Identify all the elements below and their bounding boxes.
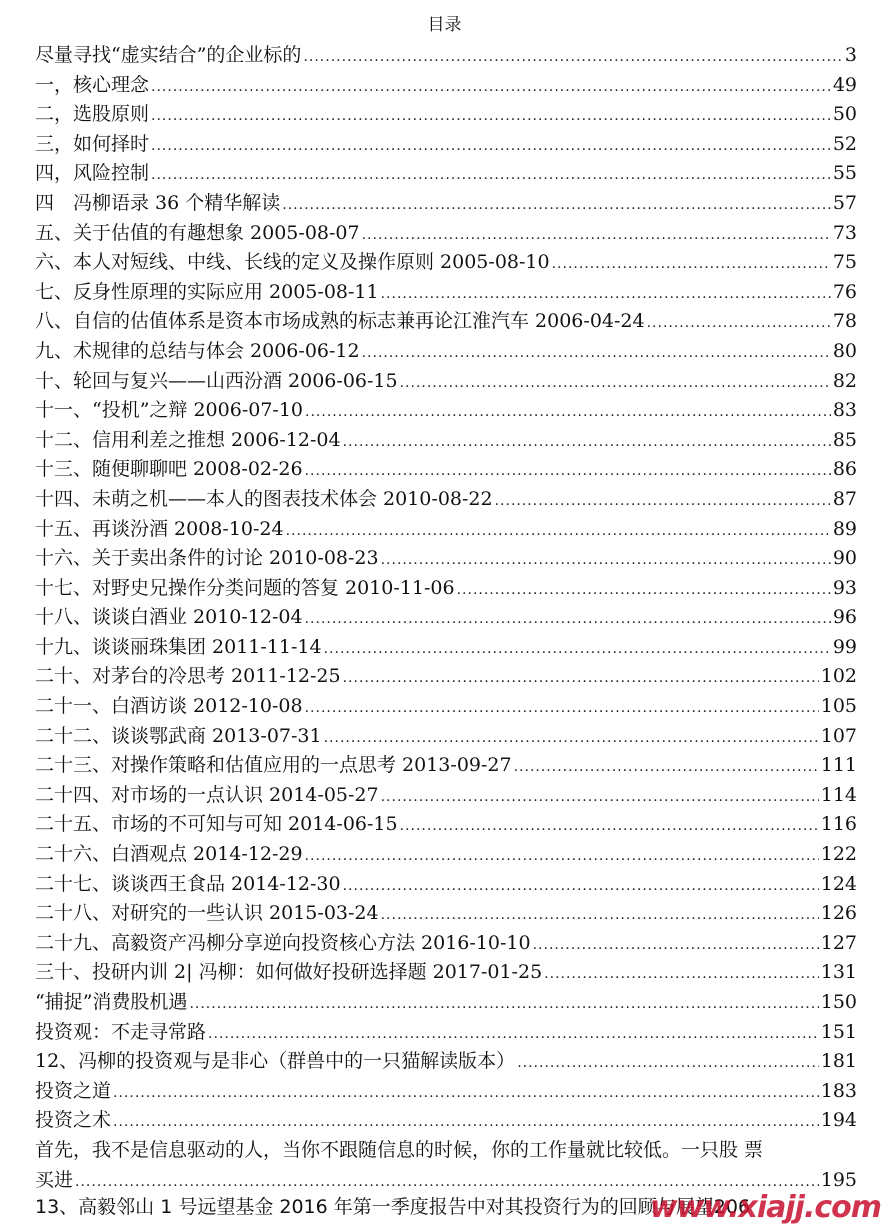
toc-entry-page-number: 89 — [832, 517, 857, 540]
toc-entry-page-number: 124 — [820, 872, 857, 895]
toc-dot-leader — [305, 398, 831, 426]
toc-entry[interactable] — [35, 1077, 857, 1107]
toc-dot-leader — [303, 43, 842, 71]
toc-entry-label: 二十三、对操作策略和估值应用的一点思考 2013-09-27 — [35, 754, 512, 777]
toc-final-line: 13、高毅邻山 1 号远望基金 2016 年第一季度报告中对其投资行为的回顾与展望206 — [35, 1196, 751, 1218]
toc-entry[interactable] — [35, 722, 857, 752]
toc-entry[interactable] — [35, 100, 857, 130]
toc-entry-page-number: 194 — [820, 1109, 857, 1132]
toc-entry[interactable] — [35, 455, 857, 485]
toc-entry-page-number: 52 — [832, 132, 857, 155]
toc-entry-label: 十七、对野史兄操作分类问题的答复 2010-11-06 — [35, 576, 455, 599]
toc-entry[interactable] — [35, 544, 857, 574]
toc-entry-page-number: 85 — [832, 428, 857, 451]
toc-dot-leader — [381, 783, 819, 811]
toc-entry-page-number: 122 — [820, 843, 857, 866]
toc-entry-label: 12、冯柳的投资观与是非心（群兽中的一只猫解读版本） — [35, 1050, 516, 1073]
toc-entry-page-number: 55 — [832, 162, 857, 185]
toc-dot-leader — [514, 753, 819, 781]
toc-entry[interactable] — [35, 810, 857, 840]
toc-entry-label: “捕捉”消费股机遇 — [35, 991, 188, 1013]
toc-entry-page-number: 150 — [820, 991, 857, 1013]
toc-dot-leader — [362, 339, 831, 367]
toc-entry-label: 买进 — [35, 1168, 74, 1191]
toc-dot-leader — [381, 901, 819, 929]
toc-dot-leader — [113, 1079, 819, 1107]
toc-entry-label: 十三、随便聊聊吧 2008-02-26 — [35, 458, 303, 481]
toc-entry-page-number: 78 — [832, 310, 857, 333]
toc-entry-page-number: 127 — [820, 931, 857, 954]
toc-dot-leader — [381, 280, 831, 308]
toc-dot-leader — [517, 1049, 819, 1077]
toc-entry-label: 十五、再谈汾酒 2008-10-24 — [35, 517, 284, 540]
toc-dot-leader — [286, 517, 831, 545]
toc-entry[interactable] — [35, 662, 857, 692]
toc-entry-label: 五、关于估值的有趣想象 2005-08-07 — [35, 221, 360, 244]
toc-dot-leader — [400, 369, 831, 397]
toc-entry-page-number: 114 — [820, 783, 857, 806]
toc-dot-leader — [305, 457, 831, 485]
toc-entry-page-number: 83 — [832, 399, 857, 422]
toc-entry[interactable] — [35, 189, 857, 219]
toc-dot-leader — [305, 842, 819, 870]
toc-entry-label: 七、反身性原理的实际应用 2005-08-11 — [35, 280, 379, 303]
toc-entry-page-number: 3 — [844, 44, 857, 66]
toc-entry-page-number: 76 — [832, 280, 857, 303]
toc-entry[interactable] — [35, 929, 857, 959]
toc-entry[interactable] — [35, 1106, 857, 1136]
toc-dot-leader — [324, 635, 831, 663]
toc-entry-label: 投资之术 — [35, 1109, 112, 1132]
toc-entry[interactable] — [35, 248, 857, 278]
toc-entry-page-number: 87 — [832, 487, 857, 510]
toc-entry-label: 二十五、市场的不可知与可知 2014-06-15 — [35, 813, 398, 836]
toc-entry-page-number: 57 — [832, 191, 857, 214]
toc-entry[interactable] — [35, 751, 857, 781]
toc-entry-label: 十九、谈谈丽珠集团 2011-11-14 — [35, 635, 322, 658]
toc-dot-leader — [189, 990, 818, 1018]
toc-entry-page-number: 195 — [820, 1168, 857, 1191]
toc-entry-label: 二十六、白酒观点 2014-12-29 — [35, 843, 303, 866]
toc-entry[interactable] — [35, 41, 857, 71]
toc-dot-leader — [647, 309, 831, 337]
toc-dot-leader — [495, 487, 831, 515]
toc-entry-page-number: 116 — [820, 813, 857, 836]
toc-entry[interactable] — [35, 219, 857, 249]
toc-entry-page-number: 99 — [832, 635, 857, 658]
toc-entry[interactable] — [35, 278, 857, 308]
toc-entry-label: 六、本人对短线、中线、长线的定义及操作原则 2005-08-10 — [35, 251, 550, 274]
toc-entry-page-number: 73 — [832, 221, 857, 244]
toc-dot-leader — [457, 576, 831, 604]
toc-entry[interactable] — [35, 603, 857, 633]
toc-entry[interactable] — [35, 633, 857, 663]
toc-entry-page-number: 90 — [832, 547, 857, 570]
toc-entry[interactable] — [35, 307, 857, 337]
toc-entry-label: 二，选股原则 — [35, 103, 150, 126]
toc-entry-page-number: 50 — [832, 103, 857, 126]
toc-entry-page-number: 183 — [820, 1079, 857, 1102]
toc-dot-leader — [151, 161, 831, 189]
toc-entry[interactable] — [35, 515, 857, 545]
toc-entry-label: 十、轮回与复兴——山西汾酒 2006-06-15 — [35, 369, 398, 392]
toc-entry-label: 二十七、谈谈西王食品 2014-12-30 — [35, 872, 341, 895]
toc-entry-label: 投资之道 — [35, 1079, 112, 1102]
toc-entry-label: 八、自信的估值体系是资本市场成熟的标志兼再论江淮汽车 2006-04-24 — [35, 310, 645, 333]
toc-entry-page-number: 126 — [820, 902, 857, 925]
toc-entry[interactable] — [35, 781, 857, 811]
toc-dot-leader — [362, 221, 831, 249]
toc-dot-leader — [544, 960, 819, 988]
toc-entry-page-number: 107 — [820, 724, 857, 747]
toc-dot-leader — [324, 724, 819, 752]
toc-entry-label: 十六、关于卖出条件的讨论 2010-08-23 — [35, 547, 379, 570]
toc-dot-leader — [343, 664, 819, 692]
toc-entry-page-number: 96 — [832, 606, 857, 629]
toc-entry[interactable] — [35, 1047, 857, 1077]
toc-entry-page-number: 105 — [820, 695, 857, 718]
toc-dot-leader — [343, 872, 819, 900]
toc-wrapped-entry-first-line[interactable]: 首先，我不是信息驱动的人，当你不跟随信息的时候，你的工作量就比较低。一只股 票 — [35, 1138, 764, 1161]
toc-entry-label: 三十、投研内训 2| 冯柳：如何做好投研选择题 2017-01-25 — [35, 961, 543, 984]
toc-entry[interactable] — [35, 840, 857, 870]
toc-entry[interactable] — [35, 988, 857, 1018]
toc-dot-leader — [533, 931, 819, 959]
toc-entry[interactable] — [35, 692, 857, 722]
toc-entry-label: 二十九、高毅资产冯柳分享逆向投资核心方法 2016-10-10 — [35, 931, 531, 954]
toc-entry[interactable] — [35, 159, 857, 189]
toc-entry[interactable] — [35, 574, 857, 604]
toc-entry-label: 四 冯柳语录 36 个精华解读 — [35, 191, 281, 214]
toc-entry-page-number: 49 — [832, 73, 857, 96]
toc-entry-label: 尽量寻找“虚实结合”的企业标的 — [35, 44, 302, 66]
toc-entry-label: 二十、对茅台的冷思考 2011-12-25 — [35, 665, 341, 688]
toc-dot-leader — [208, 1020, 819, 1048]
toc-entry-page-number: 181 — [820, 1050, 857, 1073]
toc-entry-label: 十二、信用利差之推想 2006-12-04 — [35, 428, 341, 451]
toc-entry-page-number: 102 — [820, 665, 857, 688]
toc-entry[interactable] — [35, 367, 857, 397]
toc-title: 目录 — [427, 15, 462, 35]
toc-entry-label: 一，核心理念 — [35, 73, 150, 96]
toc-entry-page-number: 82 — [832, 369, 857, 392]
toc-entry[interactable] — [35, 337, 857, 367]
toc-dot-leader — [343, 428, 831, 456]
toc-dot-leader — [151, 73, 831, 101]
toc-entry-page-number: 86 — [832, 458, 857, 481]
toc-entry-page-number: 111 — [820, 754, 857, 777]
toc-entry-label: 三，如何择时 — [35, 132, 150, 155]
toc-dot-leader — [552, 250, 831, 278]
toc-dot-leader — [305, 694, 819, 722]
toc-list — [35, 41, 857, 1195]
toc-entry[interactable] — [35, 485, 857, 515]
toc-entry-page-number: 131 — [820, 961, 857, 984]
toc-entry[interactable] — [35, 1018, 857, 1048]
toc-dot-leader — [381, 546, 831, 574]
toc-entry[interactable] — [35, 130, 857, 160]
toc-entry-page-number: 93 — [832, 576, 857, 599]
toc-entry[interactable] — [35, 870, 857, 900]
toc-entry-label: 投资观：不走寻常路 — [35, 1020, 207, 1043]
toc-entry-label: 二十一、白酒访谈 2012-10-08 — [35, 695, 303, 718]
toc-entry-page-number: 75 — [832, 251, 857, 274]
toc-entry[interactable] — [35, 71, 857, 101]
toc-entry[interactable] — [35, 958, 857, 988]
toc-entry-label: 十一、“投机”之辩 2006-07-10 — [35, 399, 304, 422]
toc-entry-label: 二十八、对研究的一些认识 2015-03-24 — [35, 902, 379, 925]
toc-entry[interactable] — [35, 426, 857, 456]
toc-dot-leader — [151, 132, 831, 160]
toc-entry-page-number: 80 — [832, 339, 857, 362]
toc-dot-leader — [305, 605, 831, 633]
toc-entry[interactable] — [35, 899, 857, 929]
toc-dot-leader — [151, 102, 831, 130]
toc-entry-label: 十八、谈谈白酒业 2010-12-04 — [35, 606, 303, 629]
toc-entry-label: 二十四、对市场的一点认识 2014-05-27 — [35, 783, 379, 806]
site-watermark: www.xiajj.com — [649, 1190, 881, 1225]
toc-dot-leader — [400, 812, 819, 840]
toc-entry-label: 十四、未萌之机——本人的图表技术体会 2010-08-22 — [35, 487, 493, 510]
toc-entry-label: 四，风险控制 — [35, 162, 150, 185]
toc-entry-label: 九、术规律的总结与体会 2006-06-12 — [35, 339, 360, 362]
toc-entry-page-number: 151 — [820, 1020, 857, 1043]
toc-dot-leader — [282, 191, 831, 219]
toc-entry[interactable] — [35, 396, 857, 426]
toc-entry-label: 二十二、谈谈鄂武商 2013-07-31 — [35, 724, 322, 747]
toc-dot-leader — [113, 1108, 819, 1136]
